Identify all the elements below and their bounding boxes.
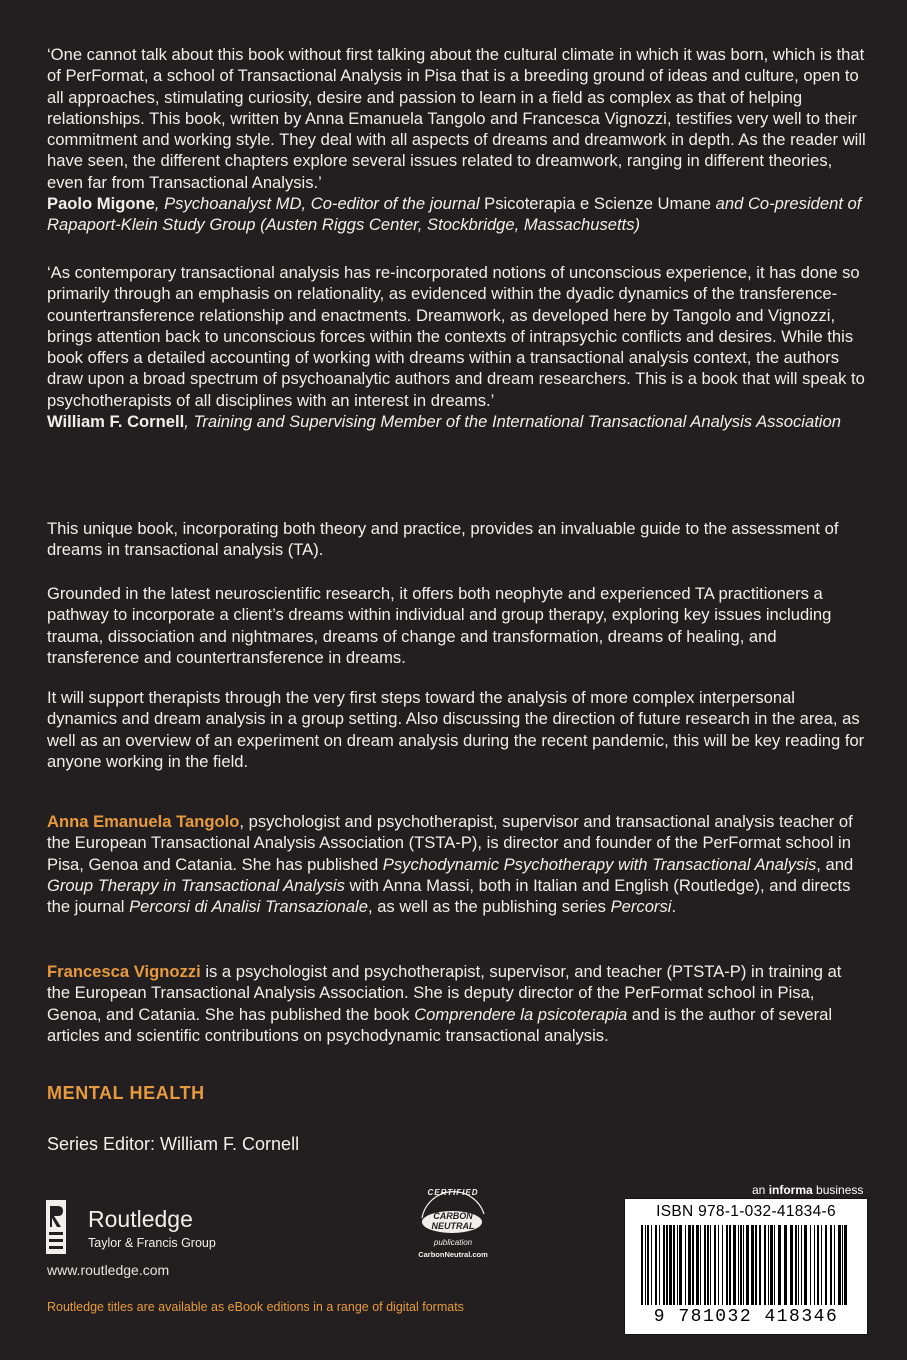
category-heading: MENTAL HEALTH (47, 1083, 205, 1103)
publisher-name: Routledge (88, 1206, 193, 1232)
endorsement-migone (47, 44, 867, 236)
isbn-label: ISBN 978-1-032-41834-6 (656, 1203, 836, 1220)
endorsement-quote: ‘As contemporary transactional analysis has re-incorporated notions of unconscious experience, it has done so primarily through an emphasis on relationality, as evidenced within the dyadic dynamics of the transference-countertransference relationship and enactments. Dreamwork, as developed here by Tangolo and Vignozzi, brings attention back to unconscious forces within the contexts of intrapsychic conflicts and desires. While this book offers a detailed accounting of working with dreams within a transactional analysis context, the authors draw upon a broad spectrum of psychoanalytic authors and dream researchers. This is a book that will speak to psychotherapists of all disciplines with an interest in dreams.’ (47, 263, 865, 410)
book-description-3: It will support therapists through the very first steps toward the analysis of more complex interpersonal dynamics and dream analysis in a group setting. Also discussing the direction of future research in the area, as well as an overview of an experiment on dream analysis during the recent pandemic, this will be key reading for anyone working in the field. (47, 688, 865, 771)
publisher-url[interactable]: www.routledge.com (47, 1262, 170, 1278)
endorsement-attribution: William F. Cornell, Training and Supervising Member of the International Transactional Analysis Association (47, 412, 841, 432)
carbon-neutral-badge: CERTIFIED CARBON NEUTRAL publication CarbonNeutral.com (408, 1184, 498, 1264)
book-description-1: This unique book, incorporating both theory and practice, provides an invaluable guide to the assessment of dreams in transactional analysis (TA). (47, 519, 839, 560)
author-name: Anna Emanuela Tangolo (47, 812, 240, 831)
informa-tagline: an informa business (752, 1183, 864, 1197)
book-description-2: Grounded in the latest neuroscientific research, it offers both neophyte and experienced TA practitioners a pathway to incorporate a client’s dreams within individual and group therapy, exploring key issues including trauma, dissociation and nightmares, dreams of change and transformation, dreams of healing, and transference and countertransference in dreams. (47, 584, 832, 667)
endorser-name: Paolo Migone (47, 194, 155, 214)
endorsement-cornell (47, 262, 867, 432)
author-name: Francesca Vignozzi (47, 962, 201, 981)
author-bio-vignozzi: Francesca Vignozzi is a psychologist and psychotherapist, supervisor, and teacher (PTSTA-P) in training at the European Transactional Analysis Association. She is deputy director of the PerFormat school in Pisa, Genoa, and Catania. She has published the book Comprendere la psicoterapia and is the author of several articles and scientific contributions on psychodynamic transactional analysis. (47, 962, 842, 1045)
barcode-digits: 9 781032 418346 (653, 1307, 839, 1327)
isbn-barcode (624, 1198, 868, 1335)
series-editor: Series Editor: William F. Cornell (47, 1134, 300, 1154)
endorsement-attribution: Paolo Migone, Psychoanalyst MD, Co-editor of the journal Psicoterapia e Scienze Umane and Co-president of Rapaport-Klein Study Group (Austen Riggs Center, Stockbridge, Massachusetts) (47, 194, 862, 235)
author-bio-tangolo: Anna Emanuela Tangolo, psychologist and psychotherapist, supervisor and transactional analysis teacher of the European Transactional Analysis Association (TSTA-P), is director and founder of the PerFormat school in Pisa, Genoa and Catania. She has published Psychodynamic Psychotherapy with Transactional Analysis, and Group Therapy in Transactional Analysis with Anna Massi, both in Italian and English (Routledge), and directs the journal Percorsi di Analisi Transazionale, as well as the publishing series Percorsi. (47, 812, 854, 917)
endorsement-quote: ‘One cannot talk about this book without first talking about the cultural climate in which it was born, which is that of PerFormat, a school of Transactional Analysis in Pisa that is a breeding ground of ideas and culture, open to all approaches, stimulating curiosity, desire and passion to learn in a field as complex as that of helping relationships. This book, written by Anna Emanuela Tangolo and Francesca Vignozzi, testifies very well to their commitment and working style. They deal with all aspects of dreams and dreamwork in depth. As the reader will have seen, the different chapters explore several issues related to dreamwork, ranging in different theories, even far from Transactional Analysis.’ (47, 45, 866, 192)
endorser-name: William F. Cornell (47, 412, 185, 432)
routledge-r-icon (46, 1200, 66, 1254)
publisher-group: Taylor & Francis Group (88, 1236, 216, 1250)
ebook-note: Routledge titles are available as eBook editions in a range of digital formats (47, 1300, 464, 1314)
barcode-icon (637, 1225, 855, 1307)
